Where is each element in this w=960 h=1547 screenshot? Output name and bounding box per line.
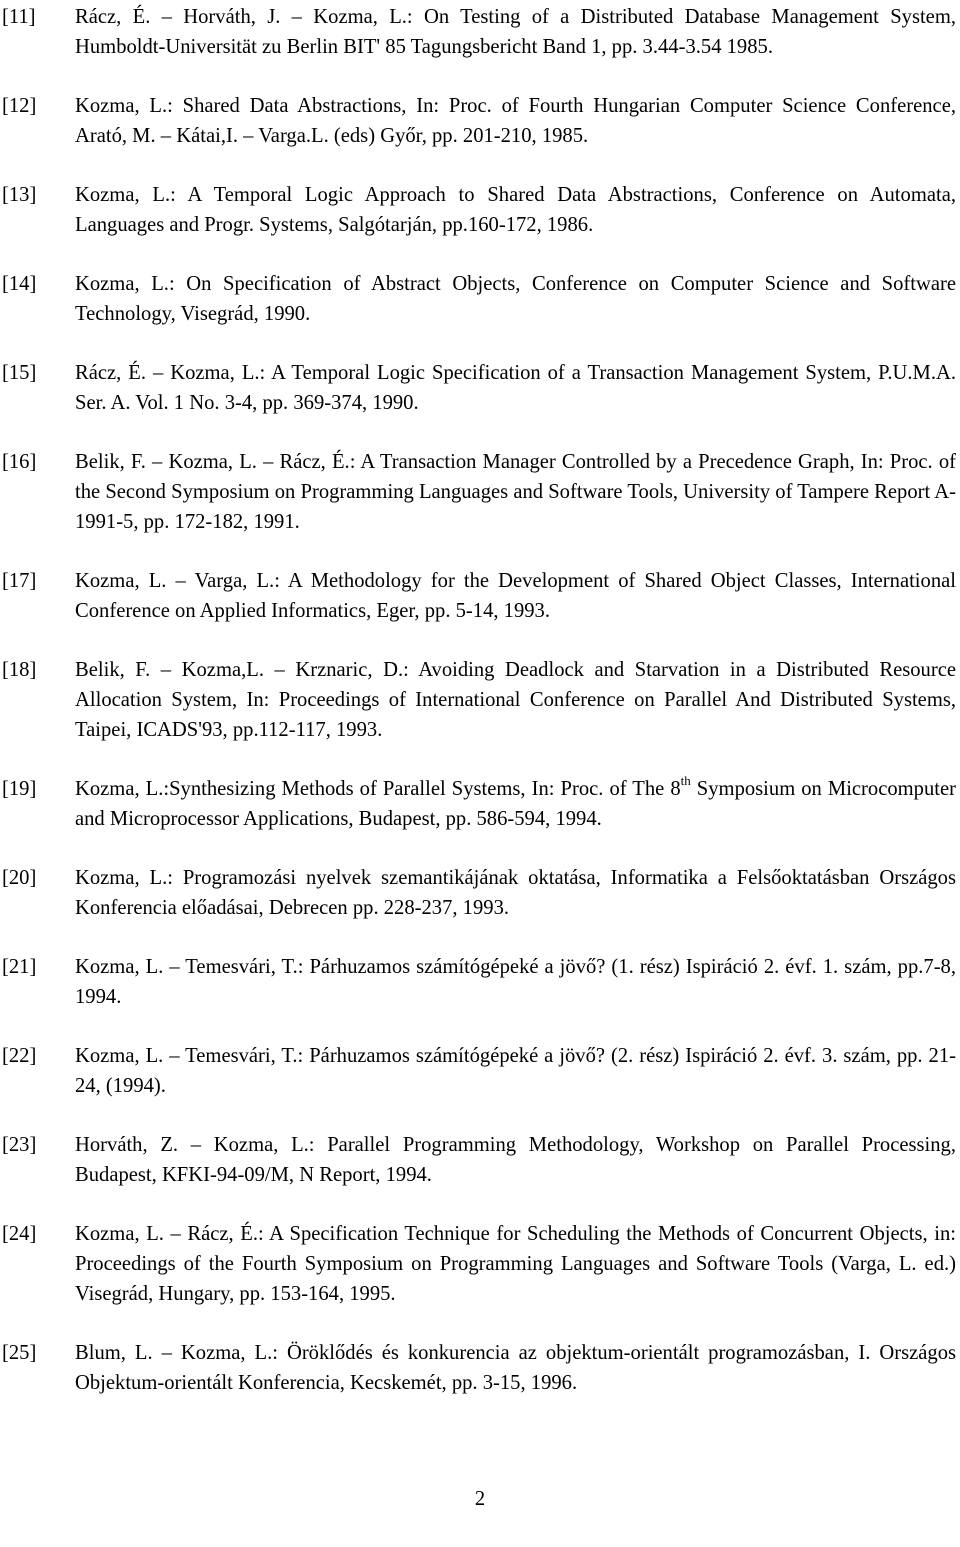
reference-item [0, 863, 956, 923]
reference-item [0, 180, 956, 240]
reference-item [0, 447, 956, 537]
reference-number: [25] [2, 1342, 37, 1364]
reference-item [0, 358, 956, 418]
reference-number: [12] [2, 95, 37, 117]
reference-text: Kozma, L. – Varga, L.: A Methodology for the Development of Shared Object Classes, International Conference on Applied Informatics, Eger, pp. 5-14, 1993. [75, 570, 956, 622]
reference-text: Kozma, L. – Rácz, É.: A Specification Technique for Scheduling the Methods of Concurrent Objects, in: Proceedings of the Fourth Symposium on Programming Languages and Software Tools (Varga, L. ed.) Visegrád, Hungary, pp. 153-164, 1995. [75, 1223, 956, 1305]
reference-item [0, 2, 956, 62]
reference-item [0, 1041, 956, 1101]
reference-number: [14] [2, 273, 37, 295]
reference-text: Blum, L. – Kozma, L.: Öröklődés és konkurencia az objektum-orientált programozásban, I. Országos Objektum-orientált Konferencia, Kecskemét, pp. 3-15, 1996. [75, 1342, 956, 1394]
reference-number: [22] [2, 1045, 37, 1067]
reference-number: [17] [2, 570, 37, 592]
reference-text: Kozma, L. – Temesvári, T.: Párhuzamos számítógépeké a jövő? (2. rész) Ispiráció 2. évf. 3. szám, pp. 21- 24, (1994). [75, 1045, 956, 1097]
reference-text: Kozma, L. – Temesvári, T.: Párhuzamos számítógépeké a jövő? (1. rész) Ispiráció 2. évf. 1. szám, pp.7-8, 1994. [75, 956, 956, 1008]
reference-text: Belik, F. – Kozma,L. – Krznaric, D.: Avoiding Deadlock and Starvation in a Distributed Resource Allocation System, In: Proceedings of International Conference on Parallel And Distributed Systems, Taipei, ICADS'93, pp.112-117, 1993. [75, 659, 956, 741]
reference-item [0, 566, 956, 626]
reference-number: [21] [2, 956, 37, 978]
reference-number: [15] [2, 362, 37, 384]
reference-number: [20] [2, 867, 37, 889]
reference-item [0, 1219, 956, 1309]
reference-number: [19] [2, 778, 37, 800]
reference-text: Rácz, É. – Horváth, J. – Kozma, L.: On Testing of a Distributed Database Management System, Humboldt-Universität zu Berlin BIT' 85 Tagungsbericht Band 1, pp. 3.44-3.54 1985. [75, 6, 956, 58]
reference-item [0, 269, 956, 329]
reference-number: [13] [2, 184, 37, 206]
reference-item [0, 774, 956, 834]
reference-text: Belik, F. – Kozma, L. – Rácz, É.: A Transaction Manager Controlled by a Precedence Graph, In: Proc. of the Second Symposium on Programming Languages and Software Tools, University of Tampere Report A-1991-5, pp. 172-182, 1991. [75, 451, 956, 533]
reference-item [0, 1338, 956, 1398]
reference-text: Kozma, L.: A Temporal Logic Approach to Shared Data Abstractions, Conference on Automata, Languages and Progr. Systems, Salgótarján, pp.160-172, 1986. [75, 184, 956, 236]
reference-text: Kozma, L.: Shared Data Abstractions, In: Proc. of Fourth Hungarian Computer Science Conference, Arató, M. – Kátai,I. – Varga.L. (eds) Győr, pp. 201-210, 1985. [75, 95, 956, 147]
reference-text-after-superscript: Symposium on Microcomputer and Microprocessor Applications, Budapest, pp. 586-594, 1994. [75, 778, 956, 830]
reference-list [0, 2, 956, 1398]
reference-number: [24] [2, 1223, 37, 1245]
reference-number: [16] [2, 451, 37, 473]
reference-number: [18] [2, 659, 37, 681]
reference-text: Rácz, É. – Kozma, L.: A Temporal Logic Specification of a Transaction Management System, P.U.M.A. Ser. A. Vol. 1 No. 3-4, pp. 369-374, 1990. [75, 362, 956, 414]
reference-item [0, 91, 956, 151]
reference-text: Horváth, Z. – Kozma, L.: Parallel Programming Methodology, Workshop on Parallel Processing, Budapest, KFKI-94-09/M, N Report, 1994. [75, 1134, 956, 1186]
reference-number: [11] [2, 6, 36, 28]
page-number: 2 [474, 1488, 486, 1510]
reference-item [0, 655, 956, 745]
reference-text-before-superscript: Kozma, L.:Synthesizing Methods of Parallel Systems, In: Proc. of The 8 [75, 778, 681, 800]
reference-number: [23] [2, 1134, 37, 1156]
reference-item [0, 952, 956, 1012]
reference-text: Kozma, L.: Programozási nyelvek szemantikájának oktatása, Informatika a Felsőoktatásban Országos Konferencia előadásai, Debrecen pp. 228-237, 1993. [75, 867, 956, 919]
reference-item [0, 1130, 956, 1190]
ordinal-superscript: th [680, 773, 691, 789]
reference-text: Kozma, L.: On Specification of Abstract Objects, Conference on Computer Science and Software Technology, Visegrád, 1990. [75, 273, 956, 325]
